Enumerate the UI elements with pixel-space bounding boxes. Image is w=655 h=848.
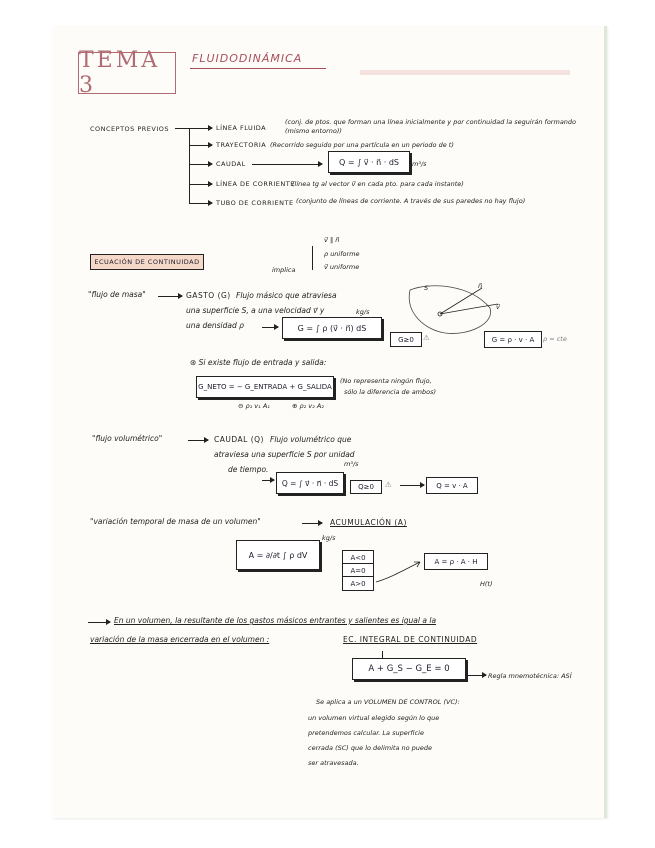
gasto-badge: G≥0 (390, 332, 422, 347)
arrow-caudal-formula (262, 480, 274, 481)
term-tubo-corriente: TUBO DE CORRIENTE (216, 199, 294, 207)
note-linea-fluida: (conj. de ptos. que forman una línea inicialmente y por continuidad la seguirán formando (mismo entorno)) (285, 118, 577, 135)
curved-arrow (374, 556, 424, 586)
apply-line-3: pretendemos calcular. La superficie (308, 729, 424, 737)
gasto-term: GASTO (G) (186, 291, 231, 300)
neto-side-note-2: sólo la diferencia de ambos) (344, 388, 437, 396)
apply-line-2: un volumen virtual elegido según lo que (308, 714, 440, 722)
continuidad-heading: ECUACIÓN DE CONTINUIDAD (90, 254, 204, 270)
neto-side-note-1: (No representa ningún flujo, (340, 377, 432, 385)
title-underline (190, 68, 326, 69)
arrow-statement (88, 622, 110, 623)
arrow-caudal-simplified (400, 485, 424, 486)
arrow-acumulacion (302, 523, 322, 524)
tema-label: TEMA 3 (79, 48, 161, 98)
statement-line-2: variación de la masa encerrada en el volumen : (90, 635, 270, 644)
implica-2: ρ uniforme (324, 250, 360, 258)
arrow-to-caudal-formula (252, 164, 322, 165)
neto-formula-box: G_NETO = − G_ENTRADA + G_SALIDA (196, 376, 334, 398)
gasto-text-1: Flujo másico que atraviesa (236, 291, 337, 300)
caudal-q-simplified: Q = v · A (426, 477, 478, 494)
caudal-text-3: de tiempo. (228, 465, 269, 474)
neto-note: ⊛ Si existe flujo de entrada y salida: (190, 358, 327, 367)
term-linea-fluida: LÍNEA FLUIDA (216, 124, 267, 132)
tema-box (78, 48, 176, 98)
diagram-label-s: S (424, 284, 429, 292)
gasto-simplified: G = ρ · v · A (484, 331, 542, 348)
conceptos-heading: CONCEPTOS PREVIOS (90, 125, 170, 133)
sign-a-neg: A<0 (342, 550, 374, 565)
apply-line-5: ser atravesada. (308, 759, 359, 767)
gasto-formula-box: G = ∫ ρ (v⃗ · n⃗) dS (282, 317, 382, 339)
arrow-linea-corriente (190, 184, 212, 185)
arrow-trayectoria (190, 145, 212, 146)
mnemonic-note: Regla mnemotécnica: ASÍ (488, 672, 572, 680)
term-trayectoria: TRAYECTORIA (216, 141, 267, 149)
caudal-text-2: atraviesa una superficie S por unidad (214, 450, 355, 459)
acumulacion-unit: kg/s (322, 534, 336, 542)
brace-line (175, 128, 189, 129)
arrow-caudal-q (188, 440, 208, 441)
ec-integral-title: EC. INTEGRAL DE CONTINUIDAD (343, 635, 478, 644)
caudal-q-unit: m³/s (344, 460, 359, 468)
caudal-q-formula-box: Q = ∫ v⃗ · n⃗ · dS (276, 472, 344, 494)
gasto-warning-icon: ⚠ (423, 333, 430, 342)
diagram-label-v: v⃗ (496, 303, 500, 311)
caudal-q-term: CAUDAL (Q) (214, 435, 264, 444)
arrow-caudal (190, 164, 212, 165)
acumulacion-term: ACUMULACIÓN (A) (330, 518, 407, 527)
flujo-volumetrico-label: "flujo volumétrico" (92, 434, 163, 443)
caudal-formula-box: Q = ∫ v⃗ · n⃗ · dS (328, 151, 410, 173)
caudal-q-warning-icon: ⚠ (385, 480, 392, 489)
statement-line-1: En un volumen, la resultante de los gastos másicos entrantes y salientes es igual a la (114, 616, 437, 625)
apply-line-1: Se aplica a un VOLUMEN DE CONTROL (VC): (316, 698, 460, 706)
caudal-q-badge: Q≥0 (350, 480, 382, 494)
caudal-unit: m³/s (412, 160, 427, 168)
arrow-gasto (158, 296, 182, 297)
arrow-linea-fluida (190, 128, 212, 129)
note-tubo-corriente: (conjunto de líneas de corriente. A través de sus paredes no hay flujo) (296, 197, 526, 205)
arrow-gasto-formula (262, 327, 278, 328)
acumulacion-label: "variación temporal de masa de un volumen" (90, 517, 261, 526)
acumulacion-simplified: A = ρ · A · H (424, 553, 488, 570)
gasto-simplified-note: ρ = cte (543, 335, 567, 343)
flujo-masa-label: "flujo de masa" (88, 290, 146, 299)
gasto-text-3: una densidad ρ (186, 321, 244, 330)
sign-a-zero: A=0 (342, 563, 374, 578)
page-title: FLUIDODINÁMICA (192, 52, 303, 65)
acumulacion-formula-box: A = ∂/∂t ∫ ρ dV (236, 540, 320, 570)
note-linea-corriente: (línea tg al vector v⃗ en cada pto. para cada instante) (292, 180, 464, 188)
surface-diagram (400, 278, 510, 340)
term-linea-corriente: LÍNEA DE CORRIENTE (216, 180, 295, 188)
gasto-text-2: una superficie S, a una velocidad v⃗ y (186, 306, 325, 315)
acumulacion-simplified-note: H(t) (480, 580, 493, 588)
implica-label: implica (272, 266, 296, 274)
note-trayectoria: (Recorrido seguido por una partícula en un periodo de t) (270, 141, 454, 149)
caudal-text-1: Flujo volumétrico que (270, 435, 352, 444)
final-formula-box: A + G_S − G_E = 0 (352, 658, 466, 680)
diagram-label-n: n⃗ (478, 282, 483, 290)
gasto-unit: kg/s (356, 308, 370, 316)
term-caudal: CAUDAL (216, 160, 246, 168)
highlight-stroke (360, 70, 570, 75)
apply-line-4: cerrada (SC) que lo delimita no puede (308, 744, 433, 752)
brace-vertical (189, 128, 190, 204)
arrow-mnemonic (468, 675, 486, 676)
sign-a-pos: A>0 (342, 576, 374, 591)
arrow-tubo-corriente (190, 203, 212, 204)
neto-sub-1: ⊖ ρ₁ v₁ A₁ (238, 402, 270, 410)
implica-3: v⃗ uniforme (324, 263, 360, 271)
neto-sub-2: ⊕ ρ₂ v₂ A₂ (292, 402, 324, 410)
implica-brace (312, 246, 313, 270)
implica-1: v⃗ ∥ n⃗ (324, 236, 340, 244)
